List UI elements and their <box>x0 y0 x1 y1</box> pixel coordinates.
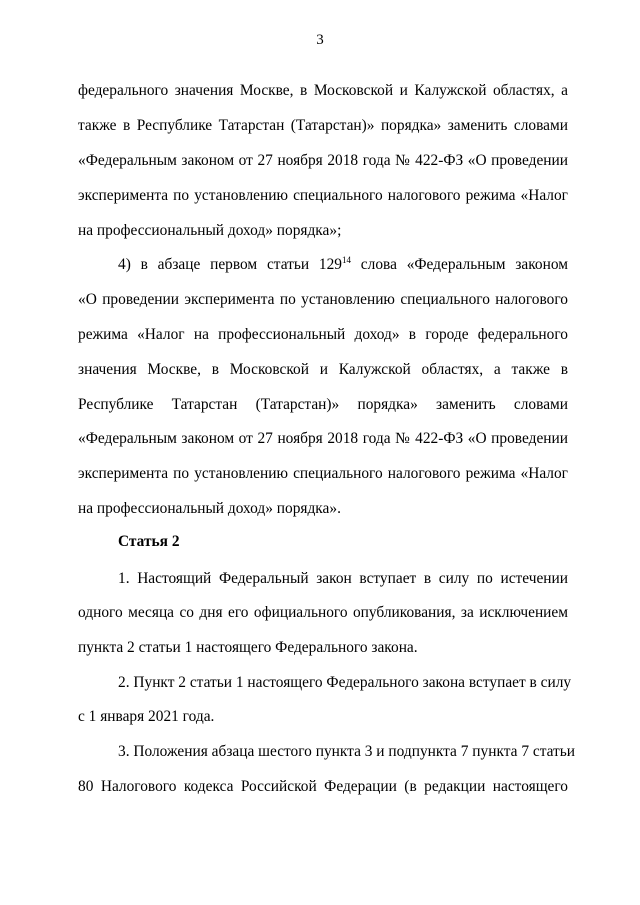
text-line: 2. Пункт 2 статьи 1 настоящего Федерального закона вступает в силу <box>118 674 572 691</box>
text-line: режима «Налог на профессиональный доход» в городе федерального <box>78 326 568 343</box>
text-line: также в Республике Татарстан (Татарстан)» порядка» заменить словами <box>78 117 568 134</box>
text-line: одного месяца со дня его официального опубликования, за исключением <box>78 604 568 621</box>
text-line: пункта 2 статьи 1 настоящего Федерального закона. <box>78 639 418 656</box>
text-line: 3. Положения абзаца шестого пункта 3 и подпункта 7 пункта 7 статьи <box>118 743 576 760</box>
text-line: на профессиональный доход» порядка». <box>78 500 341 517</box>
text-line: федерального значения Москве, в Московской и Калужской областях, а <box>78 82 568 99</box>
item4-text-before-sup: 4) в абзаце первом статьи 129 <box>118 256 343 273</box>
article-heading: Статья 2 <box>118 533 180 550</box>
item4-first-line <box>118 256 568 274</box>
text-line: с 1 января 2021 года. <box>78 708 215 725</box>
text-line: 1. Настоящий Федеральный закон вступает в силу по истечении <box>118 570 568 587</box>
text-line: Республике Татарстан (Татарстан)» порядка» заменить словами <box>78 396 568 413</box>
text-line: значения Москве, в Московской и Калужской областях, а также в <box>78 361 568 378</box>
text-line: эксперимента по установлению специального налогового режима «Налог <box>78 187 568 204</box>
text-line: «Федеральным законом от 27 ноября 2018 года № 422-ФЗ «О проведении <box>78 430 568 447</box>
text-line: «О проведении эксперимента по установлению специального налогового <box>78 291 568 308</box>
item4-text-after-sup: слова «Федеральным законом <box>351 256 568 273</box>
text-line: на профессиональный доход» порядка»; <box>78 222 342 239</box>
text-line: «Федеральным законом от 27 ноября 2018 года № 422-ФЗ «О проведении <box>78 152 568 169</box>
page-number: 3 <box>316 32 324 48</box>
item4-superscript: 14 <box>342 255 352 265</box>
text-line: 80 Налогового кодекса Российской Федерации (в редакции настоящего <box>78 778 568 795</box>
text-line: эксперимента по установлению специального налогового режима «Налог <box>78 465 568 482</box>
